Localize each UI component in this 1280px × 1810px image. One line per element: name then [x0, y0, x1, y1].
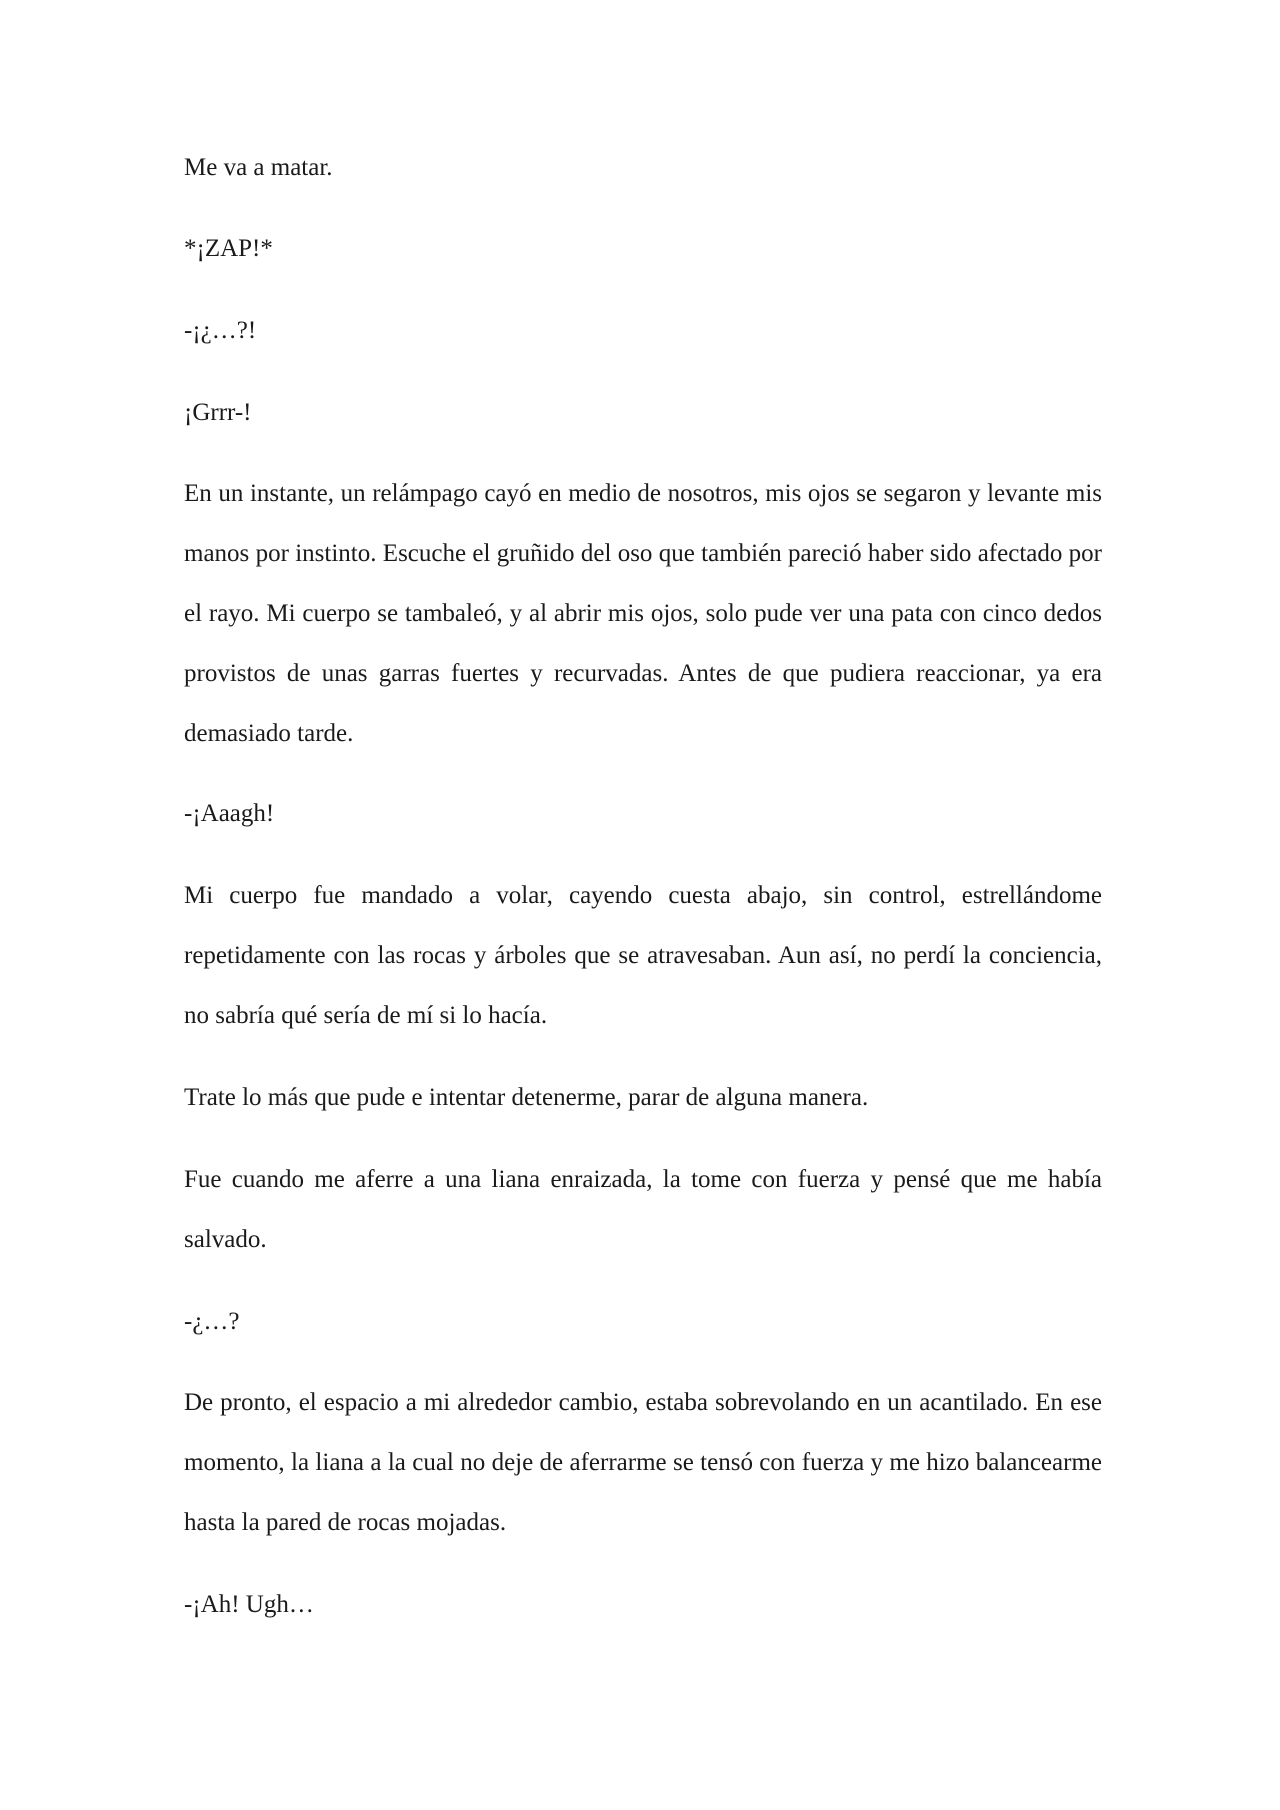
- paragraph-4: ¡Grrr-!: [184, 399, 252, 426]
- paragraph-11: De pronto, el espacio a mi alrededor cambio, estaba sobrevolando en un acantilado. En ese momento, la liana a la cual no deje de aferrarme se tensó con fuerza y me hizo balancearme hasta la pared de rocas mojadas.: [184, 1389, 1102, 1536]
- paragraph-5: En un instante, un relámpago cayó en medio de nosotros, mis ojos se segaron y levante mis manos por instinto. Escuche el gruñido del oso que también pareció haber sido afectado por el rayo. Mi cuerpo se tambaleó, y al abrir mis ojos, solo pude ver una pata con cinco dedos provistos de unas garras fuertes y recurvadas. Antes de que pudiera reaccionar, ya era demasiado tarde.: [184, 480, 1102, 747]
- paragraph-2: *¡ZAP!*: [184, 235, 273, 262]
- paragraph-1: Me va a matar.: [184, 154, 333, 181]
- paragraph-10: -¿…?: [184, 1308, 240, 1335]
- paragraph-9: Fue cuando me aferre a una liana enraizada, la tome con fuerza y pensé que me había salvado.: [184, 1166, 1102, 1253]
- paragraph-3: -¡¿…?!: [184, 317, 257, 344]
- paragraph-12: -¡Ah! Ugh…: [184, 1591, 314, 1618]
- paragraph-7: Mi cuerpo fue mandado a volar, cayendo cuesta abajo, sin control, estrellándome repetidamente con las rocas y árboles que se atravesaban. Aun así, no perdí la conciencia, no sabría qué sería de mí si lo hacía.: [184, 882, 1102, 1029]
- paragraph-8: Trate lo más que pude e intentar detenerme, parar de alguna manera.: [184, 1084, 869, 1111]
- paragraph-6: -¡Aaagh!: [184, 800, 275, 827]
